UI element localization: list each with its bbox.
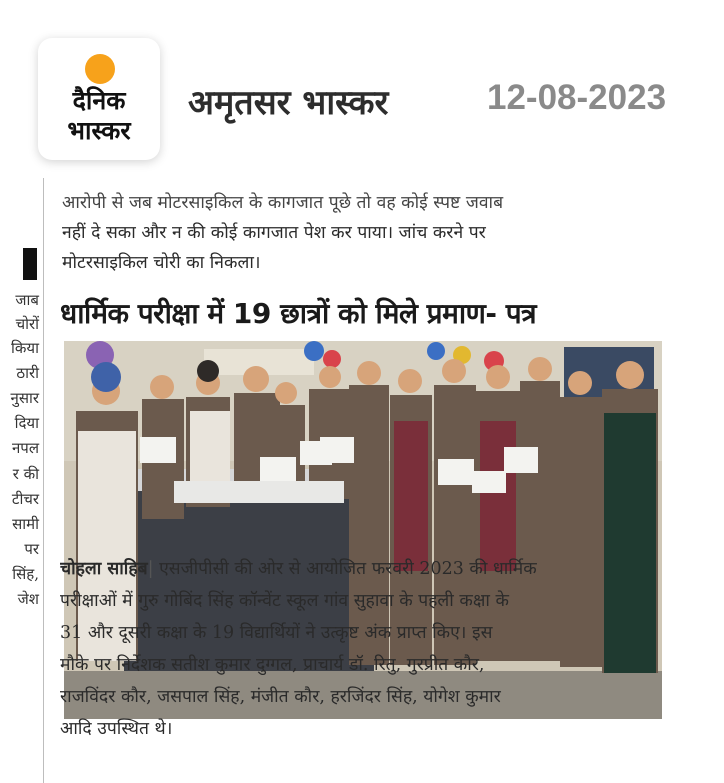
article-headline: धार्मिक परीक्षा में 19 छात्रों को मिले प्रमाण- पत्र [60,297,537,330]
article-line: परीक्षाओं में गुरु गोबिंद सिंह कॉन्वेंट स्कूल गांव सुहावा के पहली कक्षा के [60,591,509,611]
article-line: राजविंदर कौर, जसपाल सिंह, मंजीत कौर, हरजिंदर सिंह, योगेश कुमार [60,687,501,707]
fragment-line: र की [12,465,39,483]
logo-text-line2: भास्कर [67,116,131,145]
fragment-line: नुसार [10,389,39,407]
article-line: आदि उपस्थित थे। [60,719,173,739]
sun-icon [85,54,115,84]
fragment-line: जेश [17,590,39,608]
adjacent-column-fragment [0,178,44,783]
newspaper-header [0,0,724,178]
fragment-line: सामी [12,515,39,533]
previous-story-line: मोटरसाइकिल चोरी का निकला। [62,253,261,273]
article-dateline: चोहला साहिब [60,559,148,579]
dateline-separator: | [147,559,154,579]
fragment-line: किया [11,339,39,357]
fragment-line: सिंह, [12,565,39,583]
article-first-line [60,556,666,580]
article-line: एसजीपीसी की ओर से आयोजित फरवरी 2023 की धार्मिक [159,559,537,579]
adjacent-headline-fragment [23,248,37,280]
edition-name: अमृतसर भास्कर [188,83,389,123]
newspaper-clipping [0,178,724,783]
dainik-bhaskar-logo [38,38,160,160]
fragment-line: जाब [15,291,39,309]
fragment-line: ठारी [16,364,39,382]
article-line: मौके पर निर्देशक सतीश कुमार दुग्गल, प्राचार्य डॉ. रितु, गुरप्रीत कौर, [60,655,485,675]
previous-story-line: आरोपी से जब मोटरसाइकिल के कागजात पूछे तो वह कोई स्पष्ट जवाब [62,193,504,213]
edition-date: 12-08-2023 [487,78,667,117]
logo-text-line1: दैनिक [72,86,126,115]
fragment-line: चोरों [15,315,39,333]
article-line: 31 और दूसरी कक्षा के 19 विद्यार्थियों ने उत्कृष्ट अंक प्राप्त किए। इस [60,623,493,643]
fragment-line: नपल [11,439,39,457]
fragment-line: टीचर [11,490,39,508]
fragment-line: पर [24,540,39,558]
previous-story-line: नहीं दे सका और न की कोई कागजात पेश कर पाया। जांच करने पर [62,223,486,243]
fragment-line: दिया [14,414,39,432]
